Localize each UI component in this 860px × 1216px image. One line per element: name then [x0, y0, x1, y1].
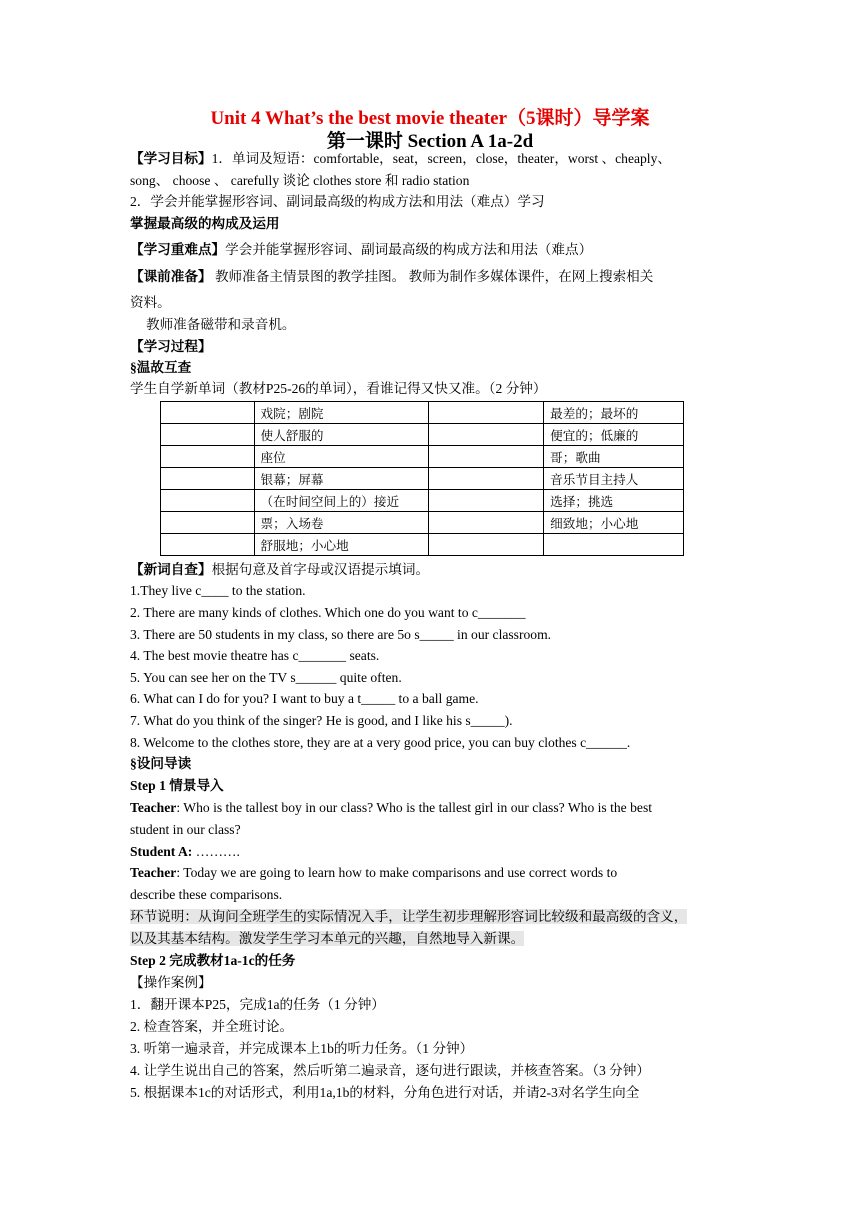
table-cell: 座位: [254, 446, 428, 468]
vocab-table-body: [161, 402, 684, 556]
goals-line-3: 2．学会并能掌握形容词、副词最高级的构成方法和用法（难点）学习: [130, 194, 545, 209]
prep-label: 【课前准备】: [130, 269, 212, 284]
table-row: [161, 468, 684, 490]
selfcheck-label: 【新词自查】: [130, 562, 212, 577]
keypoints-text: 学会并能掌握形容词、副词最高级的构成方法和用法（难点）: [225, 242, 593, 257]
table-cell: [428, 468, 544, 490]
keypoints-label: 【学习重难点】: [130, 242, 226, 257]
table-cell: [161, 490, 255, 512]
case-item: 3. 听第一遍录音，并完成课本上1b的听力任务。（1 分钟）: [130, 1041, 474, 1056]
note-line-1: [130, 908, 687, 926]
case-item: 5. 根据课本1c的对话形式，利用1a,1b的材料，分角色进行对话，并请2-3对名学生向全: [130, 1085, 640, 1100]
table-cell: （在时间空间上的）接近: [254, 490, 428, 512]
process-label: 【学习过程】: [130, 339, 212, 354]
review-heading: §温故互查: [130, 360, 192, 375]
case-item: 1．翻开课本P25，完成1a的任务（1 分钟）: [130, 997, 385, 1012]
goals-line-4: 掌握最高级的构成及运用: [130, 216, 280, 231]
table-cell: [428, 402, 544, 424]
teacher-label: Teacher: [130, 865, 177, 880]
goals-line-1: [130, 150, 671, 168]
table-cell: [161, 512, 255, 534]
case-item: 2. 检查答案，并全班讨论。: [130, 1019, 294, 1034]
table-cell: [428, 490, 544, 512]
selfcheck-item: 2. There are many kinds of clothes. Which one do you want to c_______: [130, 605, 526, 620]
table-row: [161, 402, 684, 424]
table-cell: 银幕；屏幕: [254, 468, 428, 490]
table-cell: 最差的；最坏的: [544, 402, 684, 424]
note-text-2: 以及其基本结构。激发学生学习本单元的兴趣，自然地导入新课。: [130, 931, 525, 946]
table-cell: [428, 446, 544, 468]
teacher-question-line-2: student in our class?: [130, 822, 241, 837]
table-cell: 舒服地；小心地: [254, 534, 428, 556]
prep-line-2: 资料。: [130, 295, 171, 310]
table-cell: 戏院；剧院: [254, 402, 428, 424]
selfcheck-item: 8. Welcome to the clothes store, they are at a very good price, you can buy clothes c______.: [130, 735, 631, 750]
teacher-label: Teacher: [130, 800, 177, 815]
note-line-2: [130, 930, 524, 948]
table-cell: [161, 468, 255, 490]
prep-line-1: [130, 268, 653, 286]
selfcheck-item: 1.They live c____ to the station.: [130, 583, 306, 598]
table-cell: [161, 534, 255, 556]
vocab-table: [160, 401, 684, 556]
table-row: [161, 534, 684, 556]
selfcheck-item: 4. The best movie theatre has c_______ seats.: [130, 648, 380, 663]
table-cell: 细致地；小心地: [544, 512, 684, 534]
table-cell: 便宜的；低廉的: [544, 424, 684, 446]
document-subtitle: 第一课时 Section A 1a-2d: [326, 131, 534, 152]
selfcheck-item: 3. There are 50 students in my class, so there are 5o s_____ in our classroom.: [130, 627, 552, 642]
student-line: [130, 843, 240, 861]
table-cell: [428, 534, 544, 556]
goals-label: 【学习目标】: [130, 151, 212, 166]
table-cell: 选择；挑选: [544, 490, 684, 512]
guide-heading: §设问导读: [130, 756, 192, 771]
selfcheck-text: 根据句意及首字母或汉语提示填词。: [211, 562, 430, 577]
table-cell: [428, 424, 544, 446]
case-item: 4. 让学生说出自己的答案，然后听第二遍录音，逐句进行跟读，并核查答案。（3 分钟）: [130, 1063, 650, 1078]
selfcheck-item: 6. What can I do for you? I want to buy a t_____ to a ball game.: [130, 691, 479, 706]
student-text: ……….: [192, 844, 240, 859]
step2-heading: Step 2 完成教材1a-1c的任务: [130, 953, 296, 968]
prep-text-1: 教师准备主情景图的教学挂图。 教师为制作多媒体课件，在网上搜索相关: [211, 269, 654, 284]
case-label: 【操作案例】: [130, 975, 212, 990]
table-row: [161, 490, 684, 512]
teacher-statement-1: : Today we are going to learn how to make comparisons and use correct words to: [176, 865, 618, 880]
teacher-statement-line-2: describe these comparisons.: [130, 887, 283, 902]
note-text-1: 环节说明：从询问全班学生的实际情况入手，让学生初步理解形容词比较级和最高级的含义，: [130, 909, 688, 924]
table-row: [161, 512, 684, 534]
table-row: [161, 424, 684, 446]
student-label: Student A:: [130, 844, 193, 859]
teacher-statement-line-1: [130, 864, 617, 882]
selfcheck-item: 7. What do you think of the singer? He is good, and I like his s_____).: [130, 713, 513, 728]
teacher-question-1: : Who is the tallest boy in our class? Who is the tallest girl in our class? Who is the best: [176, 800, 653, 815]
table-cell: 哥；歌曲: [544, 446, 684, 468]
table-cell: [544, 534, 684, 556]
step1-heading: Step 1 情景导入: [130, 778, 224, 793]
teacher-question-line-1: [130, 799, 652, 817]
document-title: Unit 4 What’s the best movie theater（5课时）导学案: [210, 108, 650, 129]
goals-text-1: 1．单词及短语：comfortable，seat，screen，close，theater，worst 、cheaply、: [211, 151, 671, 166]
table-cell: [161, 424, 255, 446]
table-cell: [161, 402, 255, 424]
table-cell: 票；入场卷: [254, 512, 428, 534]
prep-line-3: 教师准备磁带和录音机。: [146, 317, 296, 332]
selfcheck-line: [130, 561, 429, 579]
table-cell: [428, 512, 544, 534]
keypoints-line: [130, 241, 592, 259]
table-row: [161, 446, 684, 468]
review-intro: 学生自学新单词（教材P25-26的单词），看谁记得又快又准。（2 分钟）: [130, 381, 547, 396]
selfcheck-item: 5. You can see her on the TV s______ quite often.: [130, 670, 402, 685]
goals-line-2: song、 choose 、 carefully 谈论 clothes store 和 radio station: [130, 173, 470, 188]
table-cell: [161, 446, 255, 468]
table-cell: 使人舒服的: [254, 424, 428, 446]
table-cell: 音乐节目主持人: [544, 468, 684, 490]
